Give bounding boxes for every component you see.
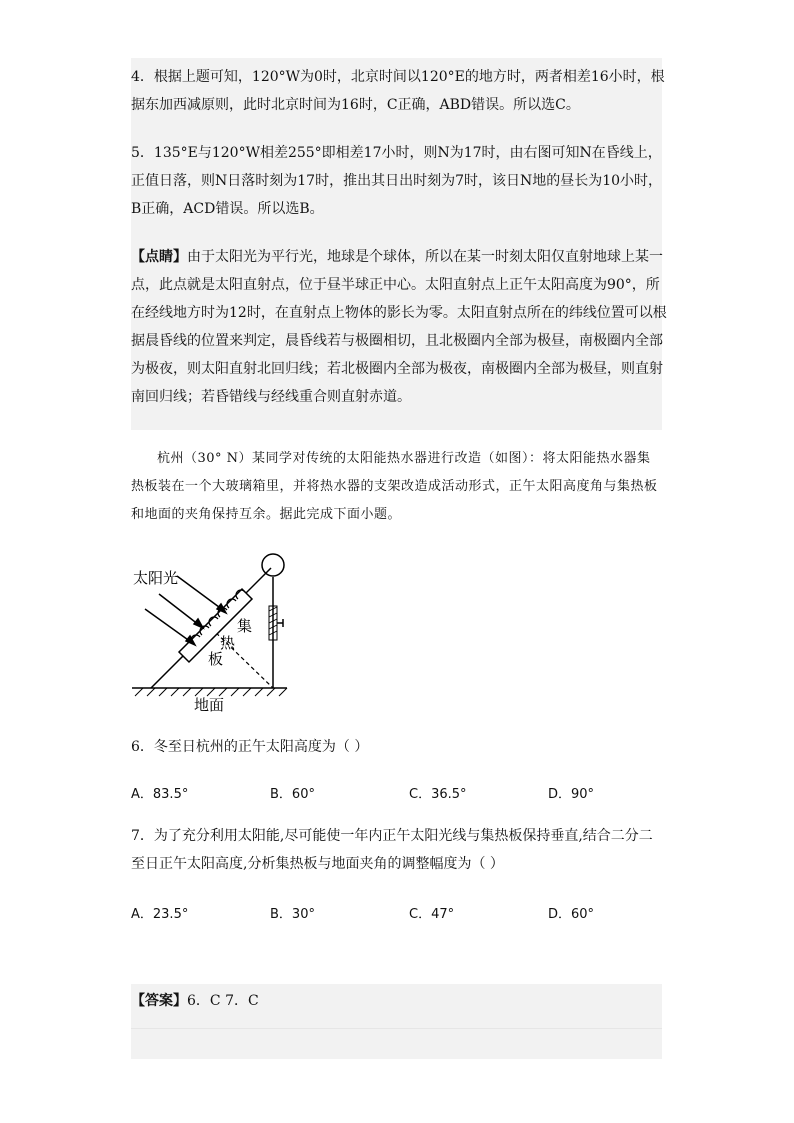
panel-label-ban: 板 [208,650,224,668]
question-7-option-b[interactable]: B．30° [270,907,315,922]
question-6-option-a[interactable]: A．83.5° [131,787,189,802]
tip-label: 【点睛】 [131,249,187,265]
answer-label: 【答案】 [131,993,187,1009]
answer-divider [131,1028,662,1029]
tip-text: 由于太阳光为平行光，地球是个球体，所以在某一时刻太阳仅直射地球上某一点，此点就是太阳直射点，位于昼半球正中心。太阳直射点上正午太阳高度为90°，所在经线地方时为12时，在直射点上物体的影长为零。太阳直射点所在的纬线位置可以根据晨昏线的位置来判定，晨昏线若与极圈相切，且北极圈内全部为极昼，南极圈内全部为极夜，则太阳直射北回归线；若北极圈内全部为极夜，南极圈内全部为极昼，则直射南回归线；若昏错线与经线重合则直射赤道。 [131,249,667,405]
panel-label-re: 热 [220,634,236,652]
explanation-q4-text: 4．根据上题可知，120°W为0时，北京时间以120°E的地方时，两者相差16小时，根据东加西减原则，此时北京时间为16时，C正确，ABD错误。所以选C。 [131,69,665,113]
ground-label: 地面 [194,696,225,714]
answer-line [131,990,259,1010]
question-7-option-a[interactable]: A．23.5° [131,907,189,922]
question-6-option-b[interactable]: B．60° [270,787,315,802]
question-7-option-c[interactable]: C．47° [409,907,455,922]
tip-content [131,243,671,411]
answer-text: 6．C 7．C [187,993,259,1009]
question-7-stem: 7．为了充分利用太阳能,尽可能使一年内正午太阳光线与集热板保持垂直,结合二分二至日正午太阳高度,分析集热板与地面夹角的调整幅度为（ ） [131,828,653,872]
explanation-q5 [131,139,671,223]
question-7-option-d[interactable]: D．60° [548,907,595,922]
solar-heater-figure [127,547,307,722]
tip-paragraph [131,243,671,411]
panel-label-ji: 集 [237,617,253,635]
material-intro: 杭州（30° N）某同学对传统的太阳能热水器进行改造（如图）：将太阳能热水器集热板装在一个大玻璃箱里，并将热水器的支架改造成活动形式，正午太阳高度角与集热板和地面的夹角保持互余。据此完成下面小题。 [131,451,658,522]
question-6-option-c[interactable]: C．36.5° [409,787,467,802]
question-6-stem: 6．冬至日杭州的正午太阳高度为（ ） [131,739,369,755]
pulley [262,554,284,576]
explanation-q4 [131,63,671,119]
question-6-option-d[interactable]: D．90° [548,787,595,802]
explanation-q5-text: 5．135°E与120°W相差255°即相差17小时，则N为17时，由右图可知N在昏线上，正值日落，则N日落时刻为17时，推出其日出时刻为7时，该日N地的昼长为10小时，B正确，ACD错误。所以选B。 [131,145,663,217]
sunlight-label: 太阳光 [133,569,179,587]
ground-hatching [135,688,287,696]
